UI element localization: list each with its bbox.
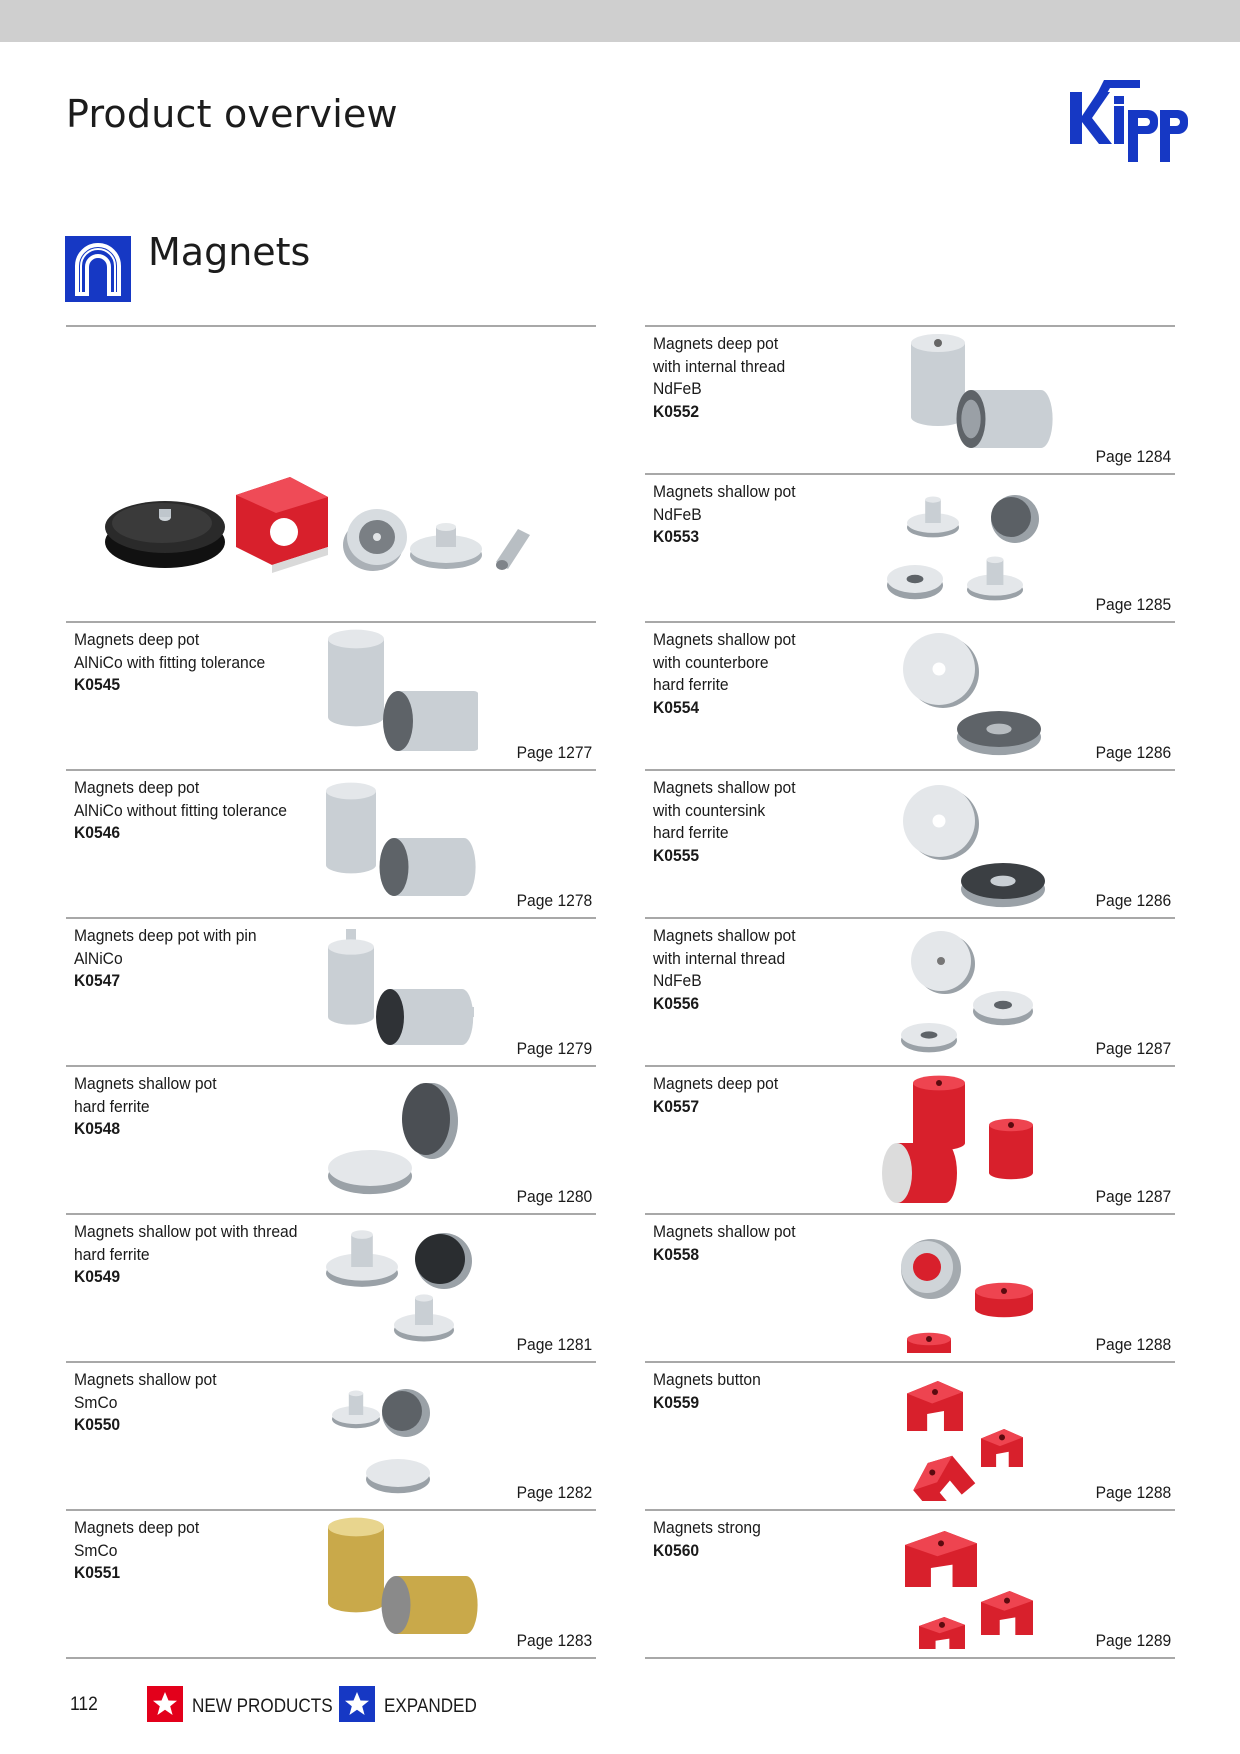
product-description-line: AlNiCo without fitting tolerance — [74, 800, 287, 820]
new-products-star-icon — [147, 1686, 183, 1722]
product-code: K0548 — [74, 1119, 121, 1138]
product-description-line: with countersink — [653, 800, 766, 820]
section-title: Magnets — [148, 230, 311, 274]
page-reference[interactable]: Page 1280 — [516, 1187, 592, 1206]
product-description-line: Magnets deep pot — [653, 1074, 779, 1093]
product-description-line: Magnets deep pot — [74, 630, 200, 649]
product-image — [298, 1369, 478, 1501]
product-code: K0550 — [74, 1415, 121, 1434]
kipp-logo — [1068, 72, 1190, 168]
product-description-line: NdFeB — [653, 971, 702, 990]
horseshoe-magnet-icon — [65, 236, 131, 302]
product-image — [298, 1517, 478, 1649]
product-image — [877, 629, 1057, 761]
product-code: K0556 — [653, 993, 700, 1013]
product-label — [653, 333, 785, 423]
product-label — [653, 1073, 778, 1118]
expanded-star-icon — [339, 1686, 375, 1722]
product-description-line: NdFeB — [653, 379, 702, 398]
product-image — [877, 1369, 1057, 1501]
product-label — [74, 1221, 297, 1289]
page-reference[interactable]: Page 1284 — [1095, 447, 1171, 466]
product-image — [877, 1517, 1057, 1649]
page-reference[interactable]: Page 1289 — [1095, 1631, 1171, 1650]
product-label — [74, 1517, 199, 1585]
product-code: K0560 — [653, 1540, 700, 1560]
page-reference[interactable]: Page 1285 — [1095, 595, 1171, 614]
product-image — [877, 481, 1057, 613]
page-reference[interactable]: Page 1283 — [516, 1631, 592, 1650]
product-description-line: hard ferrite — [653, 675, 729, 694]
product-description-line: SmCo — [74, 1392, 118, 1412]
product-code: K0545 — [74, 675, 121, 694]
new-products-label: NEW PRODUCTS — [192, 1696, 333, 1717]
product-code: K0557 — [653, 1096, 700, 1116]
product-label — [653, 925, 796, 1015]
product-description-line: AlNiCo with fitting tolerance — [74, 652, 266, 672]
product-image — [298, 777, 478, 909]
product-description-line: with counterbore — [653, 652, 769, 672]
product-description-line: Magnets shallow pot — [74, 1370, 217, 1389]
product-image — [877, 925, 1057, 1057]
right-product-column — [645, 325, 1175, 1659]
product-label — [74, 925, 257, 993]
page-reference[interactable]: Page 1288 — [1095, 1483, 1171, 1502]
product-row-k0556[interactable] — [645, 919, 1175, 1067]
product-row-k0555[interactable] — [645, 771, 1175, 919]
page-reference[interactable]: Page 1286 — [1095, 743, 1171, 762]
product-label — [653, 481, 796, 549]
product-description-line: Magnets strong — [653, 1518, 761, 1537]
product-code: K0549 — [74, 1267, 121, 1286]
magnets-hero-image — [66, 327, 596, 623]
product-code: K0558 — [653, 1244, 700, 1264]
product-description-line: Magnets shallow pot — [653, 926, 796, 945]
product-row-k0549[interactable] — [66, 1215, 596, 1363]
product-code: K0555 — [653, 845, 700, 865]
page-reference[interactable]: Page 1282 — [516, 1483, 592, 1502]
page-reference[interactable]: Page 1281 — [516, 1335, 592, 1354]
product-row-k0560[interactable] — [645, 1511, 1175, 1659]
product-description-line: with internal thread — [653, 948, 786, 968]
product-description-line: Magnets deep pot with pin — [74, 926, 257, 945]
page-reference[interactable]: Page 1278 — [516, 891, 592, 910]
product-description-line: NdFeB — [653, 504, 702, 524]
product-description-line: Magnets shallow pot — [653, 1222, 796, 1241]
page-reference[interactable]: Page 1287 — [1095, 1187, 1171, 1206]
product-description-line: hard ferrite — [74, 1096, 150, 1116]
product-code: K0552 — [653, 401, 700, 421]
product-code: K0554 — [653, 697, 700, 717]
product-label — [74, 629, 265, 697]
product-row-k0547[interactable] — [66, 919, 596, 1067]
page-title: Product overview — [66, 92, 398, 136]
product-code: K0559 — [653, 1392, 700, 1412]
product-label — [653, 777, 796, 867]
product-code: K0547 — [74, 971, 121, 990]
product-description-line: Magnets shallow pot — [653, 778, 796, 797]
product-description-line: Magnets shallow pot — [653, 630, 796, 649]
page-reference[interactable]: Page 1286 — [1095, 891, 1171, 910]
product-description-line: hard ferrite — [653, 823, 729, 842]
product-row-k0559[interactable] — [645, 1363, 1175, 1511]
footer — [70, 1686, 870, 1726]
product-label — [653, 629, 796, 719]
product-row-k0548[interactable] — [66, 1067, 596, 1215]
product-description-line: Magnets shallow pot with thread — [74, 1222, 298, 1241]
top-bar — [0, 0, 1240, 42]
product-label — [653, 1517, 761, 1562]
product-label — [74, 1073, 217, 1141]
product-image — [877, 1073, 1057, 1205]
product-row-k0554[interactable] — [645, 623, 1175, 771]
product-image — [298, 1221, 478, 1353]
product-row-k0550[interactable] — [66, 1363, 596, 1511]
product-description-line: Magnets deep pot — [653, 334, 779, 353]
page-reference[interactable]: Page 1277 — [516, 743, 592, 762]
product-description-line: Magnets button — [653, 1370, 761, 1389]
product-description-line: Magnets shallow pot — [653, 482, 796, 501]
left-product-column — [66, 325, 596, 1659]
product-row-k0553[interactable] — [645, 475, 1175, 623]
product-row-k0557[interactable] — [645, 1067, 1175, 1215]
page-reference[interactable]: Page 1288 — [1095, 1335, 1171, 1354]
page-number: 112 — [70, 1694, 98, 1715]
product-description-line: SmCo — [74, 1540, 118, 1560]
product-row-k0551[interactable] — [66, 1511, 596, 1659]
product-description-line: Magnets deep pot — [74, 1518, 200, 1537]
product-image — [877, 777, 1057, 909]
product-row-k0546[interactable] — [66, 771, 596, 919]
product-code: K0553 — [653, 527, 700, 546]
product-label — [653, 1221, 796, 1266]
product-description-line: Magnets shallow pot — [74, 1074, 217, 1093]
page-reference[interactable]: Page 1287 — [1095, 1039, 1171, 1058]
product-image — [298, 629, 478, 761]
product-row-k0552[interactable] — [645, 327, 1175, 475]
product-description-line: with internal thread — [653, 356, 786, 376]
page-reference[interactable]: Page 1279 — [516, 1039, 592, 1058]
product-code: K0546 — [74, 823, 121, 842]
product-description-line: AlNiCo — [74, 948, 123, 968]
product-description-line: Magnets deep pot — [74, 778, 200, 797]
product-image — [877, 333, 1057, 465]
product-row-k0558[interactable] — [645, 1215, 1175, 1363]
product-label — [653, 1369, 761, 1414]
product-code: K0551 — [74, 1563, 121, 1582]
product-description-line: hard ferrite — [74, 1244, 150, 1264]
product-image — [877, 1221, 1057, 1353]
product-image — [298, 1073, 478, 1205]
product-label — [74, 777, 287, 845]
product-image — [298, 925, 478, 1057]
product-row-k0545[interactable] — [66, 623, 596, 771]
product-label — [74, 1369, 217, 1437]
expanded-label: EXPANDED — [384, 1696, 477, 1717]
